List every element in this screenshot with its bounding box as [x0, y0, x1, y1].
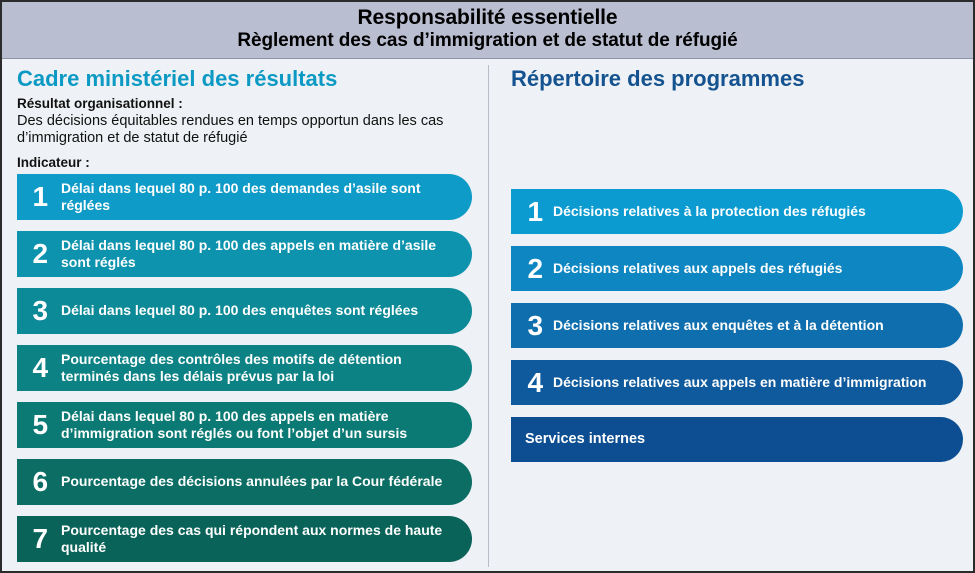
program-pill-2[interactable]	[511, 246, 963, 291]
page-title: Responsabilité essentielle	[357, 6, 618, 30]
left-column-heading: Cadre ministériel des résultats	[17, 66, 338, 91]
indicator-pill-7[interactable]	[17, 516, 472, 562]
page-subtitle: Règlement des cas d’immigration et de statut de réfugié	[237, 29, 738, 51]
indicator-pill-label: Délai dans lequel 80 p. 100 des appels en matière d’immigration sont réglés ou font l’objet d’un sursis	[61, 407, 408, 441]
program-pill-1[interactable]	[511, 189, 963, 234]
indicator-pill-1[interactable]	[17, 174, 472, 220]
indicator-pill-number: 3	[32, 294, 48, 326]
indicator-pill-6[interactable]	[17, 459, 472, 505]
indicator-pill-label: Délai dans lequel 80 p. 100 des enquêtes sont réglées	[61, 302, 419, 319]
indicator-pill-label: Pourcentage des contrôles des motifs de détention terminés dans les délais prévus par la loi	[61, 350, 402, 384]
program-pill-5[interactable]	[511, 417, 963, 462]
header-band	[2, 2, 973, 59]
program-pill-label: Décisions relatives aux enquêtes et à la détention	[553, 317, 884, 334]
indicator-pill-label: Pourcentage des décisions annulées par la Cour fédérale	[61, 473, 443, 490]
indicator-pill-number: 7	[32, 522, 48, 554]
program-pill-4[interactable]	[511, 360, 963, 405]
program-list	[511, 189, 973, 462]
indicator-pill-label: Délai dans lequel 80 p. 100 des appels en matière d’asile sont réglés	[61, 236, 437, 270]
program-pill-label: Décisions relatives aux appels en matière d’immigration	[553, 374, 927, 391]
indicator-pill-number: 1	[32, 180, 48, 212]
program-pill-number: 2	[527, 252, 543, 284]
outcome-text: Des décisions équitables rendues en temps opportun dans les cas d’immigration et de statut de réfugié	[17, 113, 444, 147]
left-column	[2, 59, 488, 573]
indicator-pill-number: 6	[32, 465, 48, 497]
right-column	[489, 59, 973, 573]
indicator-pill-4[interactable]	[17, 345, 472, 391]
indicator-pill-2[interactable]	[17, 231, 472, 277]
outcome-label: Résultat organisationnel :	[17, 96, 183, 112]
program-pill-number: 4	[527, 366, 543, 398]
indicator-pill-number: 5	[32, 408, 48, 440]
indicator-pill-number: 4	[32, 351, 48, 383]
indicator-pill-label: Pourcentage des cas qui répondent aux normes de haute qualité	[61, 521, 443, 555]
indicator-pill-label: Délai dans lequel 80 p. 100 des demandes d’asile sont réglées	[61, 179, 421, 213]
right-column-heading: Répertoire des programmes	[511, 66, 805, 91]
indicator-label: Indicateur :	[17, 154, 90, 170]
program-pill-label: Services internes	[525, 430, 646, 447]
program-pill-label: Décisions relatives à la protection des réfugiés	[553, 203, 866, 220]
indicator-pill-3[interactable]	[17, 288, 472, 334]
body-area	[2, 59, 973, 573]
program-pill-number: 1	[527, 195, 543, 227]
program-pill-3[interactable]	[511, 303, 963, 348]
indicator-list	[17, 174, 488, 562]
program-pill-label: Décisions relatives aux appels des réfugiés	[553, 260, 843, 277]
indicator-pill-number: 2	[32, 237, 48, 269]
program-pill-number: 3	[527, 309, 543, 341]
indicator-pill-5[interactable]	[17, 402, 472, 448]
